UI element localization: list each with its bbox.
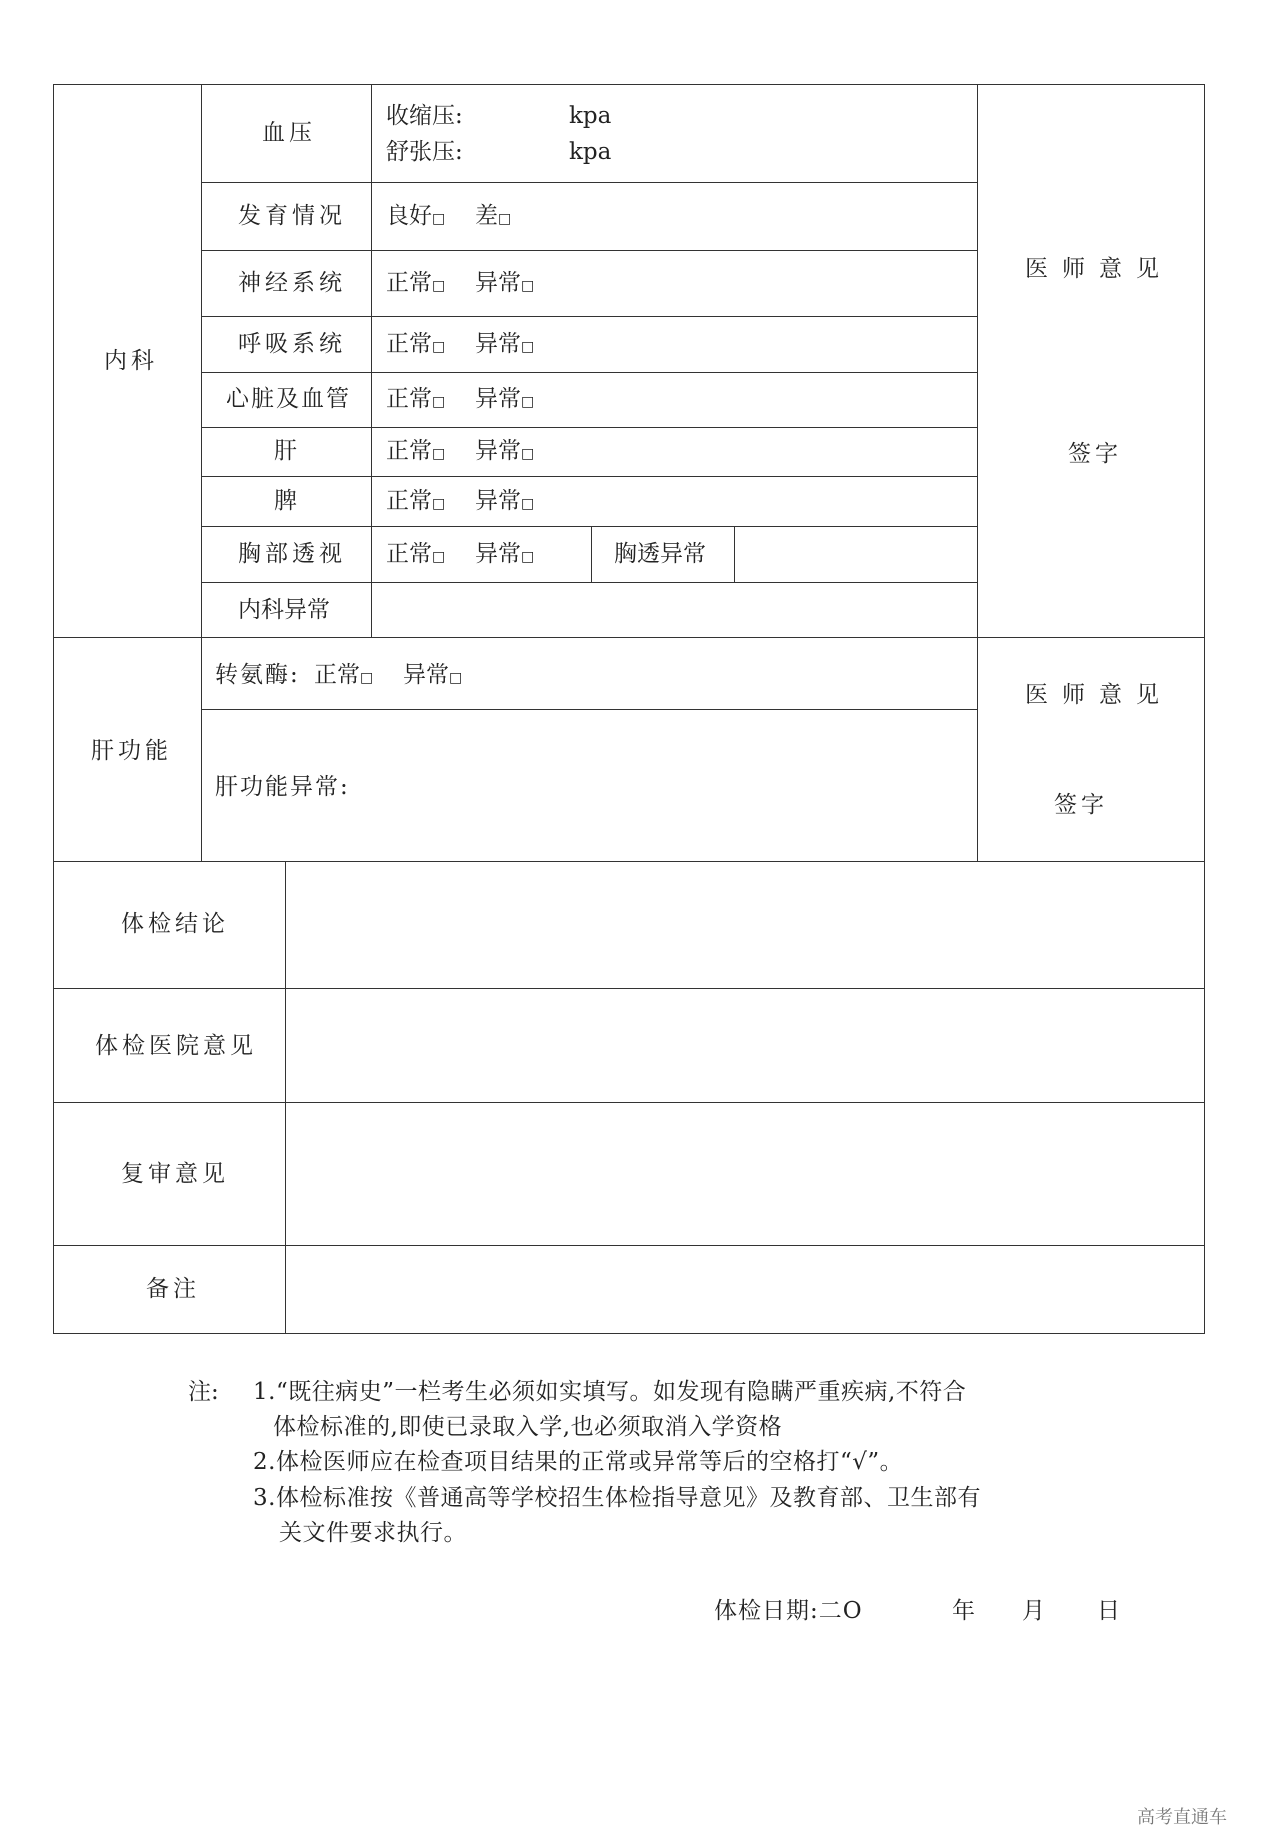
option-normal[interactable]: 正常□ bbox=[386, 488, 446, 514]
divider-h bbox=[201, 582, 977, 583]
option-abnormal[interactable]: 异常□ bbox=[475, 438, 535, 464]
checkbox-icon: □ bbox=[521, 446, 535, 462]
review-opinion-label: 复审意见 bbox=[121, 1161, 229, 1187]
exam-date-year: 年 bbox=[952, 1598, 975, 1624]
option-normal[interactable]: 正常□ bbox=[386, 386, 446, 412]
option-abnormal[interactable]: 异常□ bbox=[403, 662, 463, 688]
divider-h bbox=[201, 250, 977, 251]
divider-h bbox=[201, 526, 977, 527]
liver-doctor-opinion-label: 医师意见 bbox=[1025, 682, 1173, 708]
table-top-border bbox=[53, 84, 1205, 85]
option-normal[interactable]: 正常□ bbox=[386, 438, 446, 464]
internal-signature-label: 签字 bbox=[1068, 441, 1122, 467]
checkbox-icon: □ bbox=[521, 278, 535, 294]
chest-abnormal-field[interactable] bbox=[736, 528, 974, 580]
checkbox-icon: □ bbox=[432, 549, 446, 565]
row-label-liver-organ: 肝 bbox=[274, 438, 297, 464]
table-right-border bbox=[1204, 84, 1205, 1333]
divider-h bbox=[201, 182, 977, 183]
divider-v bbox=[591, 526, 592, 582]
checkbox-icon: □ bbox=[432, 211, 446, 227]
exam-date-label: 体检日期:二O bbox=[714, 1598, 863, 1624]
systolic-unit: kpa bbox=[569, 103, 612, 129]
row-label-heart: 心脏及血管 bbox=[226, 386, 351, 412]
liver-signature-label: 签字 bbox=[1054, 792, 1108, 818]
conclusion-field[interactable] bbox=[287, 863, 1202, 986]
divider-h bbox=[53, 861, 1205, 862]
checkbox-icon: □ bbox=[432, 446, 446, 462]
row-label-nervous: 神经系统 bbox=[238, 270, 346, 296]
divider-v bbox=[734, 526, 735, 582]
diastolic-unit: kpa bbox=[569, 139, 612, 165]
divider-v bbox=[201, 84, 202, 861]
row-label-respiratory: 呼吸系统 bbox=[238, 331, 346, 357]
bp-label: 血压 bbox=[262, 120, 316, 146]
option-normal[interactable]: 正常□ bbox=[314, 662, 374, 688]
remarks-label: 备注 bbox=[146, 1276, 200, 1302]
checkbox-icon: □ bbox=[432, 278, 446, 294]
row-label-development: 发育情况 bbox=[238, 203, 346, 229]
divider-h bbox=[201, 476, 977, 477]
liver-abnormal-label: 肝功能异常: bbox=[215, 774, 350, 800]
divider-h bbox=[201, 427, 977, 428]
liver-section-label: 肝功能 bbox=[91, 738, 172, 764]
note-3-line-2: 关文件要求执行。 bbox=[279, 1520, 467, 1546]
enzyme-label: 转氨酶: bbox=[215, 662, 300, 688]
conclusion-label: 体检结论 bbox=[121, 911, 229, 937]
note-2: 2.体检医师应在检查项目结果的正常或异常等后的空格打“√”。 bbox=[253, 1449, 904, 1475]
internal-doctor-opinion-label: 医师意见 bbox=[1025, 256, 1173, 282]
checkbox-icon: □ bbox=[449, 670, 463, 686]
option-abnormal[interactable]: 异常□ bbox=[475, 386, 535, 412]
checkbox-icon: □ bbox=[432, 496, 446, 512]
watermark: 高考直通车 bbox=[1137, 1807, 1227, 1828]
option-normal[interactable]: 正常□ bbox=[386, 270, 446, 296]
divider-h bbox=[201, 709, 977, 710]
row-label-chest: 胸部透视 bbox=[238, 541, 346, 567]
exam-date-month: 月 bbox=[1022, 1598, 1045, 1624]
divider-h bbox=[53, 1245, 1205, 1246]
checkbox-icon: □ bbox=[521, 339, 535, 355]
divider-v bbox=[977, 84, 978, 861]
table-left-border bbox=[53, 84, 54, 1333]
checkbox-icon: □ bbox=[521, 549, 535, 565]
divider-h bbox=[201, 372, 977, 373]
option-abnormal[interactable]: 异常□ bbox=[475, 488, 535, 514]
review-opinion-field[interactable] bbox=[287, 1104, 1202, 1243]
note-1-line-1: 1.“既往病史”一栏考生必须如实填写。如发现有隐瞒严重疾病,不符合 bbox=[253, 1379, 967, 1405]
internal-abnormal-label: 内科异常 bbox=[238, 597, 330, 623]
option-good[interactable]: 良好□ bbox=[386, 203, 446, 229]
diastolic-label: 舒张压: bbox=[386, 139, 463, 165]
option-abnormal[interactable]: 异常□ bbox=[475, 541, 535, 567]
hospital-opinion-field[interactable] bbox=[287, 990, 1202, 1100]
systolic-label: 收缩压: bbox=[386, 103, 463, 129]
option-normal[interactable]: 正常□ bbox=[386, 331, 446, 357]
checkbox-icon: □ bbox=[521, 394, 535, 410]
note-3-line-1: 3.体检标准按《普通高等学校招生体检指导意见》及教育部、卫生部有 bbox=[253, 1485, 981, 1511]
divider-v bbox=[285, 861, 286, 1333]
hospital-opinion-label: 体检医院意见 bbox=[95, 1033, 257, 1059]
notes-prefix: 注: bbox=[188, 1379, 219, 1405]
exam-date-day: 日 bbox=[1097, 1598, 1120, 1624]
note-1-line-2: 体检标准的,即使已录取入学,也必须取消入学资格 bbox=[273, 1414, 783, 1440]
row-label-spleen: 脾 bbox=[274, 488, 297, 514]
option-normal[interactable]: 正常□ bbox=[386, 541, 446, 567]
checkbox-icon: □ bbox=[432, 394, 446, 410]
divider-v bbox=[371, 84, 372, 637]
option-abnormal[interactable]: 异常□ bbox=[475, 270, 535, 296]
internal-section-label: 内科 bbox=[104, 348, 158, 374]
checkbox-icon: □ bbox=[360, 670, 374, 686]
checkbox-icon: □ bbox=[521, 496, 535, 512]
checkbox-icon: □ bbox=[432, 339, 446, 355]
divider-h bbox=[53, 988, 1205, 989]
remarks-field[interactable] bbox=[287, 1247, 1202, 1331]
chest-abnormal-label: 胸透异常 bbox=[614, 541, 706, 567]
divider-h bbox=[201, 316, 977, 317]
option-poor[interactable]: 差□ bbox=[475, 203, 512, 229]
table-bottom-border bbox=[53, 1333, 1205, 1334]
checkbox-icon: □ bbox=[498, 211, 512, 227]
divider-h bbox=[53, 1102, 1205, 1103]
liver-doctor-opinion-field[interactable] bbox=[979, 639, 1202, 859]
internal-abnormal-field[interactable] bbox=[373, 584, 975, 635]
internal-doctor-opinion-field[interactable] bbox=[979, 86, 1202, 635]
option-abnormal[interactable]: 异常□ bbox=[475, 331, 535, 357]
divider-h bbox=[53, 637, 1205, 638]
